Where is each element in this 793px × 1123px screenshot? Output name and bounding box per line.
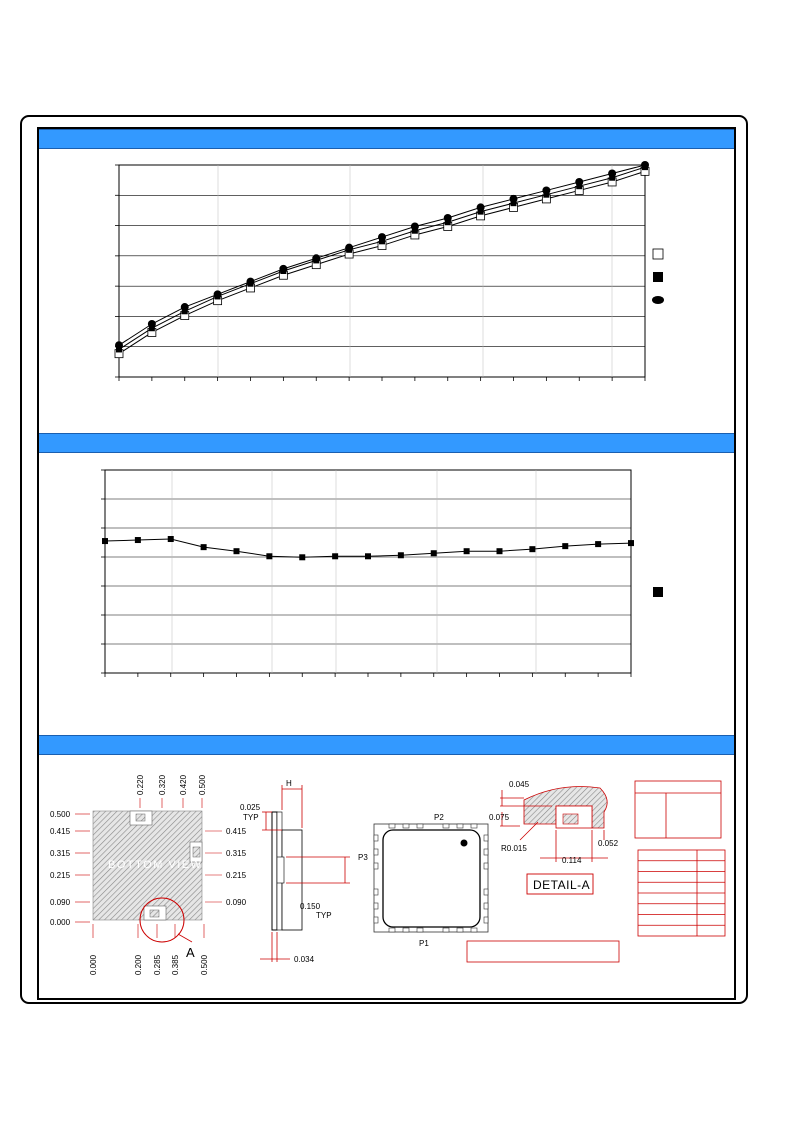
- pad-notch: [484, 849, 488, 855]
- top-view: [358, 813, 488, 948]
- detail-d2: 0.075: [489, 813, 510, 822]
- side-typ-b-label: TYP: [316, 911, 332, 920]
- top-view-p2: P2: [434, 813, 444, 822]
- right-dim-label: 0.415: [226, 827, 247, 836]
- detail-ref: A: [186, 945, 195, 960]
- pad-notch: [417, 824, 423, 828]
- pad-notch: [484, 917, 488, 923]
- top-dim-label: 0.320: [158, 774, 167, 795]
- bottom-view-label: BOTTOM VIEW: [108, 859, 203, 871]
- side-bottom-dim: 0.034: [294, 955, 315, 964]
- right-dim-label: 0.215: [226, 871, 247, 880]
- left-dim-label: 0.215: [50, 871, 71, 880]
- pad-notch: [457, 928, 463, 932]
- pad-notch: [374, 835, 378, 841]
- pad-notch: [389, 928, 395, 932]
- pad-notch: [484, 835, 488, 841]
- spec-table: [638, 850, 725, 936]
- bottom-dim-label: 0.000: [89, 954, 98, 975]
- left-dim-label: 0.000: [50, 918, 71, 927]
- bottom-dim-label: 0.385: [171, 954, 180, 975]
- left-dim-label: 0.315: [50, 849, 71, 858]
- detail-a: [489, 780, 619, 894]
- bottom-dim-label: 0.285: [153, 954, 162, 975]
- pad-notch: [403, 928, 409, 932]
- pad-notch: [443, 928, 449, 932]
- top-dim-label: 0.420: [179, 774, 188, 795]
- pad-notch: [374, 889, 378, 895]
- side-typ-a-label: TYP: [243, 813, 259, 822]
- pad-notch: [374, 849, 378, 855]
- detail-radius: R0.015: [501, 844, 527, 853]
- pad-notch: [374, 917, 378, 923]
- left-dim-label: 0.500: [50, 810, 71, 819]
- pad-notch: [471, 824, 477, 828]
- bottom-dim-label: 0.500: [200, 954, 209, 975]
- right-dim-label: 0.315: [226, 849, 247, 858]
- detail-label: DETAIL-A: [533, 878, 591, 892]
- bottom-view: [50, 774, 247, 975]
- top-dim-label: 0.220: [136, 774, 145, 795]
- bottom-dim-label: 0.200: [134, 954, 143, 975]
- left-dim-label: 0.415: [50, 827, 71, 836]
- detail-d4: 0.052: [598, 839, 619, 848]
- side-typ-a: 0.025: [240, 803, 261, 812]
- pad-notch: [417, 928, 423, 932]
- top-dim-label: 0.500: [198, 774, 207, 795]
- detail-d1: 0.045: [509, 780, 530, 789]
- title-box: [635, 781, 721, 838]
- pad-notch: [443, 824, 449, 828]
- side-typ-b: 0.150: [300, 902, 321, 911]
- pad-notch: [484, 889, 488, 895]
- detail-d3: 0.114: [562, 856, 582, 865]
- side-view: [240, 779, 350, 964]
- pad-notch: [389, 824, 395, 828]
- side-h-label: H: [286, 779, 292, 788]
- top-view-p3: P3: [358, 853, 368, 862]
- pad-notch: [471, 928, 477, 932]
- right-dim-label: 0.090: [226, 898, 247, 907]
- pad-notch: [457, 824, 463, 828]
- pad-notch: [374, 903, 378, 909]
- pad-notch: [484, 903, 488, 909]
- pad-notch: [403, 824, 409, 828]
- note-box: [467, 941, 619, 962]
- top-view-p1: P1: [419, 939, 429, 948]
- pad-notch: [374, 863, 378, 869]
- pad-notch: [484, 863, 488, 869]
- left-dim-label: 0.090: [50, 898, 71, 907]
